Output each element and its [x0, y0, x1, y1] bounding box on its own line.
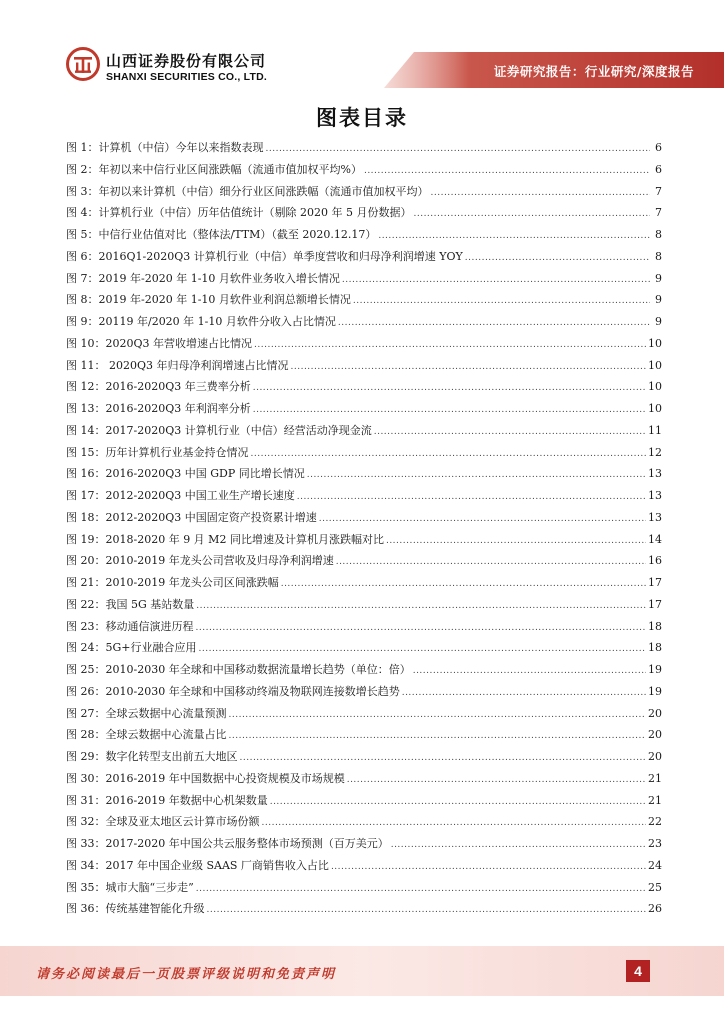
toc-entry[interactable]: [66, 768, 662, 790]
toc-entry[interactable]: [66, 420, 662, 442]
toc-entry-page: 20: [648, 706, 662, 720]
toc-entry-page: 18: [648, 619, 662, 633]
toc-entry-label: 图 9：20119 年/2020 年 1-10 月软件分收入占比情况: [66, 315, 336, 328]
toc-entry-page: 12: [648, 445, 662, 459]
toc-entry[interactable]: [66, 746, 662, 768]
toc-dot-leader: [297, 487, 646, 509]
toc-entry[interactable]: [66, 833, 662, 855]
toc-dot-leader: [353, 291, 650, 313]
toc-entry-label: 图 23：移动通信演进历程: [66, 619, 194, 633]
toc-entry-page: 23: [648, 837, 662, 850]
toc-dot-leader: [291, 357, 647, 379]
toc-entry[interactable]: [66, 224, 662, 246]
toc-entry[interactable]: [66, 485, 662, 507]
toc-entry-label: 图 17：2012-2020Q3 中国工业生产增长速度: [66, 489, 295, 502]
toc-entry-label: 图 13：2016-2020Q3 年利润率分析: [66, 402, 251, 415]
toc-entry-page: 17: [648, 576, 662, 589]
toc-entry-page: 7: [655, 206, 662, 220]
toc-entry[interactable]: [66, 529, 662, 551]
toc-entry-label: 图 24：5G+行业融合应用: [66, 641, 197, 655]
toc-entry-label: 图 30：2016-2019 年中国数据中心投资规模及市场规模: [66, 771, 345, 785]
toc-entry-label: 图 27：全球云数据中心流量预测: [66, 706, 227, 720]
toc-entry[interactable]: [66, 594, 662, 616]
toc-entry-label: 图 8：2019 年-2020 年 1-10 月软件业利润总额增长情况: [66, 293, 351, 307]
toc-entry-page: 13: [648, 510, 662, 524]
page-header: [0, 0, 724, 96]
toc-entry[interactable]: [66, 507, 662, 529]
shanxi-securities-logo-icon: [66, 47, 100, 81]
toc-entry-page: 8: [655, 228, 662, 241]
toc-entry[interactable]: [66, 376, 662, 398]
toc-entry[interactable]: [66, 877, 662, 899]
toc-dot-leader: [254, 335, 646, 357]
toc-entry-page: 11: [648, 423, 662, 437]
toc-entry-label: 图 22：我国 5G 基站数量: [66, 597, 195, 611]
toc-dot-leader: [253, 378, 646, 400]
toc-entry-label: 图 1：计算机（中信）今年以来指数表现: [66, 141, 264, 154]
toc-dot-leader: [229, 705, 647, 727]
toc-entry-page: 20: [648, 728, 662, 742]
toc-entry[interactable]: [66, 398, 662, 420]
toc-entry-label: 图 20：2010-2019 年龙头公司营收及归母净利润增速: [66, 554, 334, 568]
toc-dot-leader: [331, 857, 646, 879]
toc-entry[interactable]: [66, 681, 662, 703]
toc-entry[interactable]: [66, 898, 662, 920]
toc-entry-label: 图 5：中信行业估值对比（整体法/TTM）（截至 2020.12.17）: [66, 228, 377, 241]
toc-dot-leader: [336, 552, 646, 574]
toc-entry[interactable]: [66, 355, 662, 377]
toc-entry-label: 图 32：全球及亚太地区云计算市场份额: [66, 815, 260, 829]
toc-entry-page: 21: [648, 793, 662, 807]
toc-entry-label: 图 16：2016-2020Q3 中国 GDP 同比增长情况: [66, 467, 305, 481]
toc-entry-page: 10: [648, 402, 662, 415]
toc-entry[interactable]: [66, 246, 662, 268]
toc-dot-leader: [402, 683, 646, 705]
report-type-banner: 证券研究报告：行业研究/深度报告: [493, 64, 694, 79]
toc-dot-leader: [391, 835, 646, 857]
toc-entry-label: 图 35：城市大脑“三步走”: [66, 880, 194, 894]
toc-entry[interactable]: [66, 637, 662, 659]
toc-entry-label: 图 29：数字化转型支出前五大地区: [66, 750, 238, 763]
toc-entry-label: 图 12：2016-2020Q3 年三费率分析: [66, 380, 251, 394]
toc-dot-leader: [413, 661, 646, 683]
toc-entry-label: 图 19：2018-2020 年 9 月 M2 同比增速及计算机月涨跌幅对比: [66, 532, 384, 546]
toc-entry[interactable]: [66, 137, 662, 159]
toc-entry-page: 21: [648, 771, 662, 785]
toc-entry[interactable]: [66, 289, 662, 311]
toc-entry-label: 图 4：计算机行业（中信）历年估值统计（剔除 2020 年 5 月份数据）: [66, 206, 412, 220]
toc-entry[interactable]: [66, 333, 662, 355]
toc-dot-leader: [281, 574, 646, 596]
toc-dot-leader: [319, 509, 646, 531]
disclaimer-notice: 请务必阅读最后一页股票评级说明和免责声明: [36, 967, 337, 982]
toc-dot-leader: [364, 161, 650, 183]
toc-dot-leader: [196, 879, 646, 901]
toc-dot-leader: [199, 639, 647, 661]
toc-entry-page: 17: [648, 597, 662, 611]
toc-dot-leader: [378, 226, 650, 248]
toc-entry[interactable]: [66, 790, 662, 812]
toc-dot-leader: [465, 248, 650, 270]
toc-entry-page: 6: [655, 162, 662, 176]
toc-dot-leader: [196, 618, 647, 640]
page-number: 4: [626, 960, 650, 982]
toc-entry-label: 图 10：2020Q3 年营收增速占比情况: [66, 336, 253, 350]
toc-entry-label: 图 6：2016Q1-2020Q3 计算机行业（中信）单季度营收和归母净利润增速 YOY: [66, 249, 463, 263]
toc-dot-leader: [307, 465, 646, 487]
toc-entry[interactable]: [66, 268, 662, 290]
toc-entry-page: 10: [648, 380, 662, 394]
page-footer: [0, 946, 724, 996]
toc-entry-page: 13: [648, 467, 662, 481]
toc-entry-label: 图 14：2017-2020Q3 计算机行业（中信）经营活动净现金流: [66, 423, 372, 437]
toc-entry-page: 18: [648, 641, 662, 655]
toc-dot-leader: [196, 596, 646, 618]
toc-dot-leader: [386, 531, 646, 553]
toc-entry-page: 14: [648, 532, 662, 546]
toc-entry[interactable]: [66, 724, 662, 746]
toc-entry[interactable]: [66, 159, 662, 181]
page-title: 图表目录: [316, 106, 408, 130]
toc-entry-page: 10: [648, 358, 662, 372]
toc-entry-label: 图 31：2016-2019 年数据中心机架数量: [66, 793, 268, 807]
toc-entry-page: 9: [655, 315, 662, 328]
toc-entry-page: 8: [655, 249, 662, 263]
table-of-figures: [66, 137, 662, 920]
toc-dot-leader: [342, 270, 650, 292]
toc-entry[interactable]: [66, 572, 662, 594]
toc-entry[interactable]: [66, 855, 662, 877]
toc-entry[interactable]: [66, 659, 662, 681]
company-name-cn: 山西证券股份有限公司: [106, 52, 267, 70]
toc-entry-label: 图 15：历年计算机行业基金持仓情况: [66, 445, 249, 459]
toc-entry[interactable]: [66, 550, 662, 572]
toc-entry[interactable]: [66, 181, 662, 203]
toc-dot-leader: [253, 400, 646, 422]
toc-dot-leader: [251, 444, 647, 466]
toc-entry-label: 图 21：2010-2019 年龙头公司区间涨跌幅: [66, 576, 279, 589]
toc-dot-leader: [270, 792, 646, 814]
toc-entry-page: 9: [655, 293, 662, 307]
toc-entry-label: 图 7：2019 年-2020 年 1-10 月软件业务收入增长情况: [66, 271, 340, 285]
toc-dot-leader: [207, 900, 647, 922]
toc-entry-page: 9: [655, 271, 662, 285]
toc-entry-page: 26: [648, 902, 662, 916]
toc-dot-leader: [338, 313, 650, 335]
toc-dot-leader: [266, 139, 651, 161]
toc-entry[interactable]: [66, 442, 662, 464]
toc-dot-leader: [374, 422, 646, 444]
toc-entry-label: 图 3：年初以来计算机（中信）细分行业区间涨跌幅（流通市值加权平均）: [66, 184, 429, 198]
toc-entry-page: 20: [648, 750, 662, 763]
toc-entry-page: 22: [648, 815, 662, 829]
toc-entry-page: 7: [655, 184, 662, 198]
toc-dot-leader: [262, 813, 647, 835]
toc-entry-label: 图 11： 2020Q3 年归母净利润增速占比情况: [66, 358, 289, 372]
toc-entry[interactable]: [66, 703, 662, 725]
toc-dot-leader: [240, 748, 647, 770]
toc-entry-page: 25: [648, 880, 662, 894]
toc-entry-label: 图 25：2010-2030 年全球和中国移动数据流量增长趋势（单位：倍）: [66, 663, 411, 676]
toc-entry-page: 16: [648, 554, 662, 568]
toc-entry-page: 19: [648, 684, 662, 698]
toc-dot-leader: [347, 770, 646, 792]
company-name-en: SHANXI SECURITIES CO., LTD.: [106, 71, 267, 83]
toc-entry-page: 19: [648, 663, 662, 676]
toc-dot-leader: [413, 204, 650, 226]
toc-entry-label: 图 28：全球云数据中心流量占比: [66, 728, 227, 742]
toc-entry-label: 图 2：年初以来中信行业区间涨跌幅（流通市值加权平均%）: [66, 162, 362, 176]
toc-entry[interactable]: [66, 811, 662, 833]
toc-entry[interactable]: [66, 616, 662, 638]
toc-entry[interactable]: [66, 202, 662, 224]
toc-dot-leader: [431, 183, 651, 205]
toc-entry-label: 图 34：2017 年中国企业级 SAAS 厂商销售收入占比: [66, 858, 329, 872]
toc-entry-label: 图 26：2010-2030 年全球和中国移动终端及物联网连接数增长趋势: [66, 684, 400, 698]
toc-entry-page: 6: [655, 141, 662, 154]
toc-entry-page: 10: [648, 336, 662, 350]
toc-entry-page: 13: [648, 489, 662, 502]
toc-entry-label: 图 18：2012-2020Q3 中国固定资产投资累计增速: [66, 510, 317, 524]
toc-dot-leader: [229, 726, 647, 748]
toc-entry-page: 24: [648, 858, 662, 872]
toc-entry[interactable]: [66, 463, 662, 485]
toc-entry[interactable]: [66, 311, 662, 333]
toc-entry-label: 图 36：传统基建智能化升级: [66, 902, 205, 916]
toc-entry-label: 图 33：2017-2020 年中国公共云服务整体市场预测（百万美元）: [66, 837, 389, 850]
